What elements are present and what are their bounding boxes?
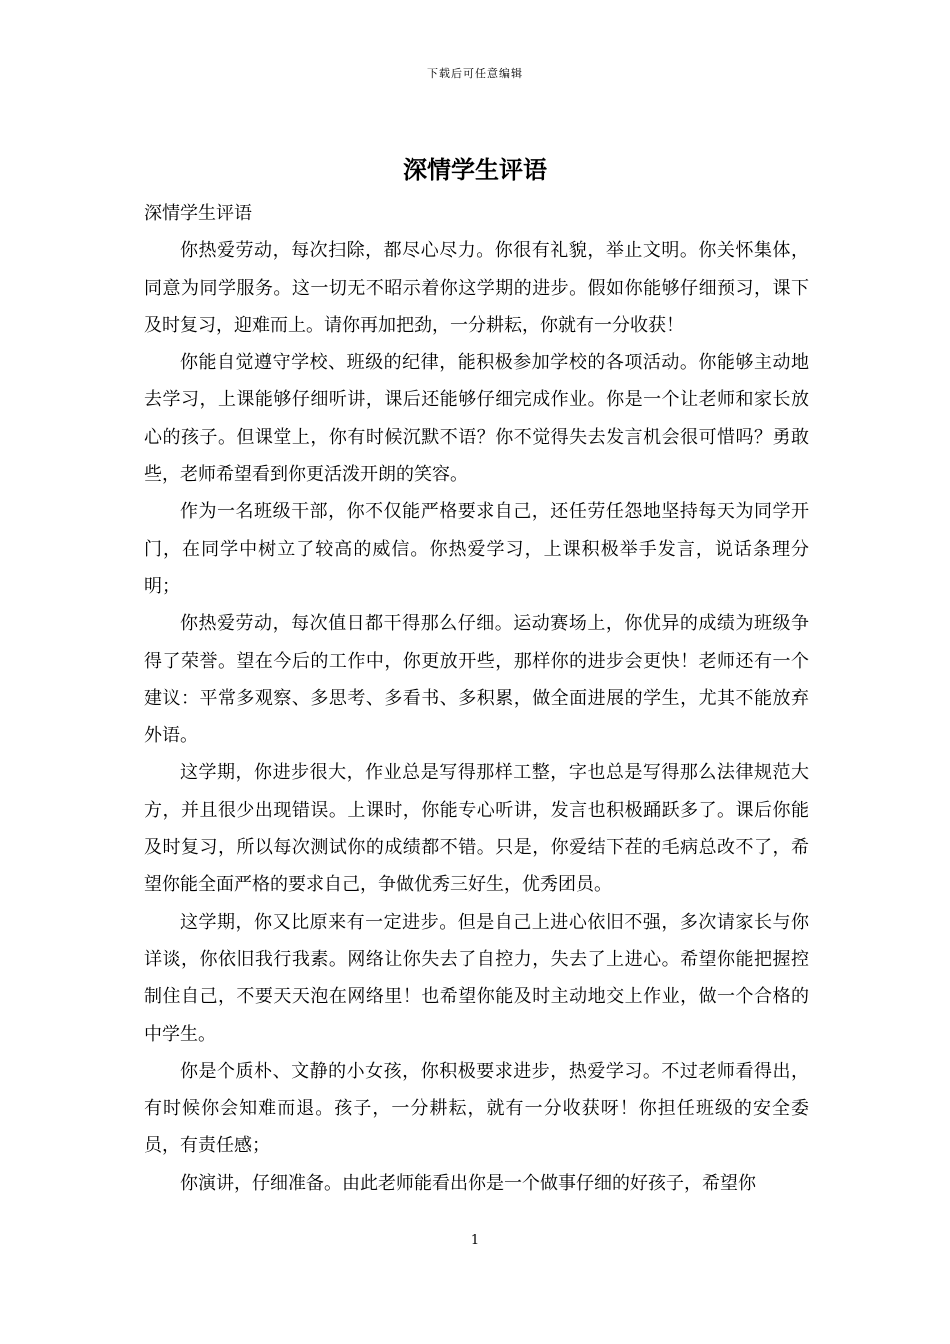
subtitle: 深情学生评语 <box>144 203 252 224</box>
paragraph: 你热爱劳动，每次扫除，都尽心尽力。你很有礼貌，举止文明。你关怀集体，同意为同学服务。这一切无不昭示着你这学期的进步。假如你能够仔细预习，课下及时复习，迎难而上。请你再加把劲，一分耕耘，你就有一分收获！ <box>144 240 809 336</box>
document-title: 深情学生评语 <box>403 155 547 184</box>
paragraph: 你能自觉遵守学校、班级的纪律，能积极参加学校的各项活动。你能够主动地去学习，上课能够仔细听讲，课后还能够仔细完成作业。你是一个让老师和家长放心的孩子。但课堂上，你有时候沉默不语？你不觉得失去发言机会很可惜吗？勇敢些，老师希望看到你更活泼开朗的笑容。 <box>144 352 809 486</box>
paragraph: 这学期，你又比原来有一定进步。但是自己上进心依旧不强，多次请家长与你详谈，你依旧我行我素。网络让你失去了自控力，失去了上进心。希望你能把握控制住自己，不要天天泡在网络里！也希望你能及时主动地交上作业，做一个合格的中学生。 <box>144 911 809 1045</box>
paragraph: 你热爱劳动，每次值日都干得那么仔细。运动赛场上，你优异的成绩为班级争得了荣誉。望在今后的工作中，你更放开些，那样你的进步会更快！老师还有一个建议：平常多观察、多思考、多看书、多积累，做全面进展的学生，尤其不能放弃外语。 <box>144 613 809 747</box>
paragraph: 这学期，你进步很大，作业总是写得那样工整，字也总是写得那么法律规范大方，并且很少出现错误。上课时，你能专心听讲，发言也积极踊跃多了。课后你能及时复习，所以每次测试你的成绩都不错。只是，你爱结下茬的毛病总改不了，希望你能全面严格的要求自己，争做优秀三好生，优秀团员。 <box>144 762 809 896</box>
paragraph: 你演讲，仔细准备。由此老师能看出你是一个做事仔细的好孩子，希望你 <box>180 1172 756 1194</box>
header-note: 下载后可任意编辑 <box>427 67 523 80</box>
paragraph: 作为一名班级干部，你不仅能严格要求自己，还任劳任怨地坚持每天为同学开门，在同学中树立了较高的威信。你热爱学习，上课积极举手发言，说话条理分明； <box>144 501 809 597</box>
paragraph: 你是个质朴、文静的小女孩，你积极要求进步，热爱学习。不过老师看得出，有时候你会知难而退。孩子，一分耕耘，就有一分收获呀！你担任班级的安全委员，有责任感； <box>144 1060 809 1157</box>
document-body <box>144 195 809 1202</box>
page-number: 1 <box>470 1233 480 1248</box>
